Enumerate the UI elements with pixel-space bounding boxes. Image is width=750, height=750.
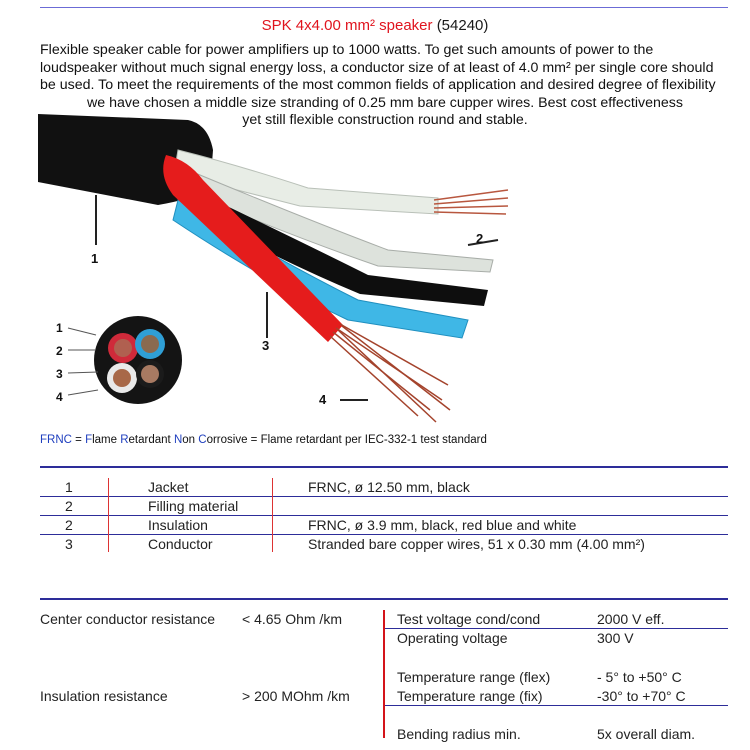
column-divider bbox=[108, 478, 109, 552]
frnc-definition bbox=[40, 434, 487, 446]
prop-label: Test voltage cond/cond bbox=[397, 611, 541, 627]
props-red-divider bbox=[383, 610, 385, 738]
section-label-4: 4 bbox=[56, 390, 63, 404]
spec-num: 3 bbox=[65, 536, 73, 552]
frnc-n: N bbox=[173, 434, 183, 446]
elec-value: > 200 MOhm /km bbox=[242, 688, 350, 704]
intro-line: we have chosen a middle size stranding of 0.25 mm bare cupper wires. Best cost effectiveness bbox=[87, 94, 683, 111]
prop-value: 2000 V eff. bbox=[597, 611, 665, 627]
prop-label: Temperature range (fix) bbox=[397, 688, 543, 704]
frnc-prefix: FRNC bbox=[40, 434, 72, 446]
intro-line: Flexible speaker cable for power amplifiers up to 1000 watts. To get such amounts of power to the bbox=[40, 42, 654, 58]
prop-divider bbox=[385, 628, 728, 629]
strands-white bbox=[434, 190, 508, 214]
cross-leaders bbox=[68, 328, 98, 395]
intro-line: be used. To meet the requirements of the most common fields of application and desired degree of flexibility bbox=[40, 77, 716, 93]
photo-label-4: 4 bbox=[319, 392, 327, 407]
section-label-2: 2 bbox=[56, 344, 63, 358]
frnc-on: on bbox=[182, 434, 199, 446]
row-divider bbox=[40, 496, 728, 497]
title-product: SPK 4x4.00 mm² speaker bbox=[261, 17, 433, 34]
spec-name: Filling material bbox=[148, 498, 239, 514]
spec-name: Insulation bbox=[148, 517, 208, 533]
prop-label: Bending radius min. bbox=[397, 726, 521, 742]
spec-desc: FRNC, ø 12.50 mm, black bbox=[308, 479, 470, 495]
spec-name: Conductor bbox=[148, 536, 213, 552]
photo-label-2: 2 bbox=[476, 231, 484, 246]
spec-num: 2 bbox=[65, 517, 73, 533]
top-rule bbox=[40, 7, 728, 8]
row-divider bbox=[40, 515, 728, 516]
frnc-r: R bbox=[120, 434, 129, 446]
spec-num: 1 bbox=[65, 479, 73, 495]
cross-section bbox=[94, 316, 182, 404]
photo-label-1: 1 bbox=[91, 251, 99, 266]
cable-illustration bbox=[38, 110, 484, 430]
elec-label: Center conductor resistance bbox=[40, 611, 216, 627]
prop-value: -30° to +70° C bbox=[597, 688, 686, 704]
column-divider bbox=[272, 478, 273, 552]
spec-top-rule bbox=[40, 466, 728, 468]
frnc-f: F bbox=[85, 434, 93, 446]
frnc-c: C bbox=[198, 434, 207, 446]
intro-line: loudspeaker without much signal energy loss, a conductor size of at least of 4.0 mm² per single core should bbox=[40, 59, 714, 76]
row-divider bbox=[40, 534, 728, 535]
section-label-3: 3 bbox=[56, 367, 63, 381]
props-top-rule bbox=[40, 598, 728, 600]
prop-label: Temperature range (flex) bbox=[397, 669, 551, 685]
spec-num: 2 bbox=[65, 498, 73, 514]
strands-red bbox=[330, 324, 450, 422]
spec-desc: FRNC, ø 3.9 mm, black, red blue and white bbox=[308, 517, 577, 533]
spec-desc: Stranded bare copper wires, 51 x 0.30 mm (4.00 mm²) bbox=[308, 536, 645, 552]
prop-value: - 5° to +50° C bbox=[597, 669, 682, 685]
section-label-1: 1 bbox=[56, 321, 63, 335]
intro-line: yet still flexible construction round and stable. bbox=[242, 112, 528, 128]
prop-label: Operating voltage bbox=[397, 630, 508, 646]
frnc-def: = Flame retardant per IEC-332-1 test standard bbox=[247, 434, 487, 446]
frnc-eq: = bbox=[71, 434, 86, 446]
frnc-etardant: etardant bbox=[128, 434, 174, 446]
spec-name: Jacket bbox=[148, 479, 189, 495]
title-code: (54240) bbox=[436, 17, 489, 34]
elec-value: < 4.65 Ohm /km bbox=[242, 611, 342, 627]
page-title bbox=[0, 17, 750, 34]
prop-value: 5x overall diam. bbox=[597, 726, 696, 742]
prop-value: 300 V bbox=[597, 630, 634, 646]
prop-divider bbox=[385, 705, 728, 706]
frnc-orrosive: orrosive bbox=[206, 434, 248, 446]
photo-label-3: 3 bbox=[262, 338, 270, 353]
elec-label: Insulation resistance bbox=[40, 688, 168, 704]
frnc-lame: lame bbox=[92, 434, 121, 446]
